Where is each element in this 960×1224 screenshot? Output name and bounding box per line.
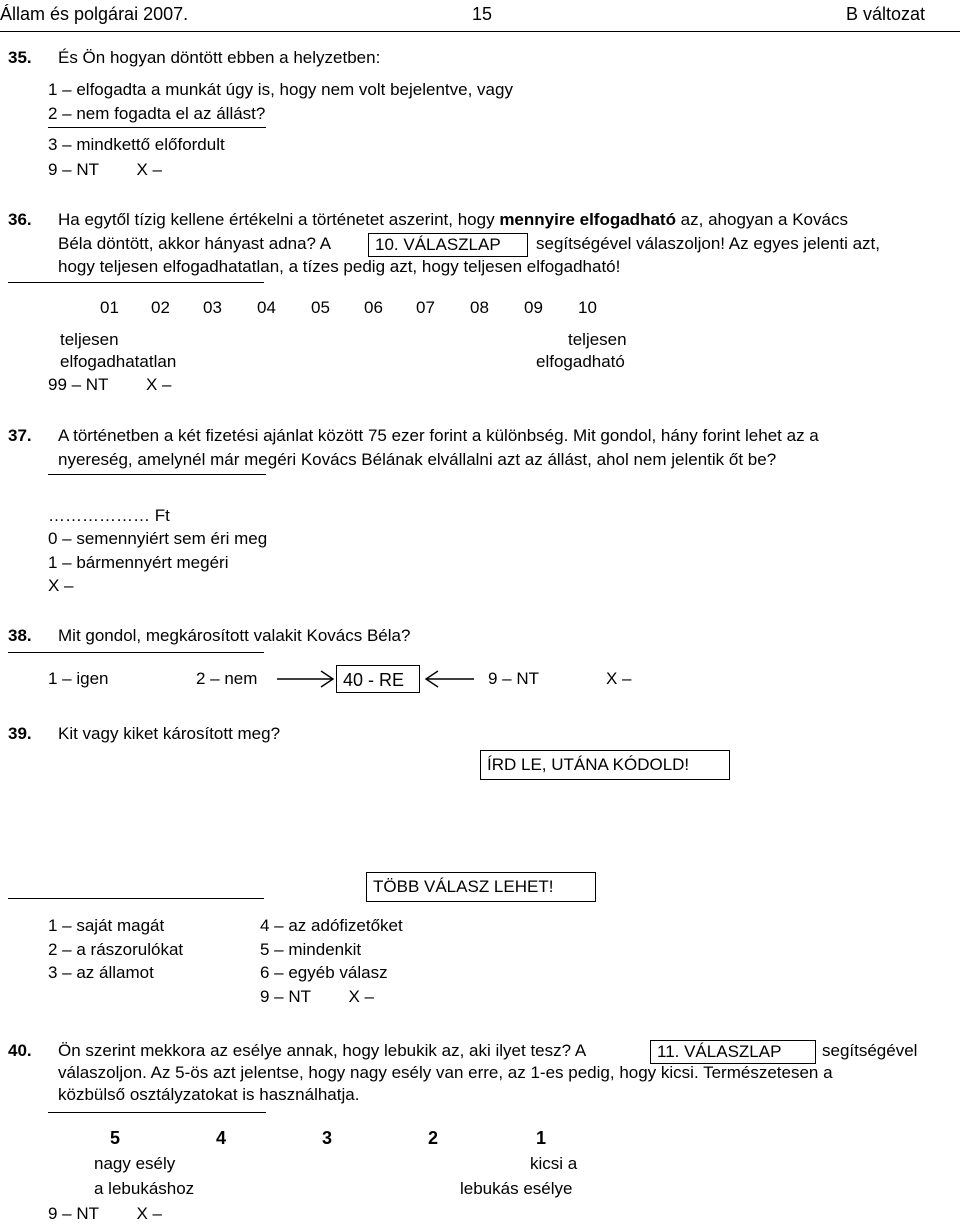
q36-left-label-1: teljesen: [60, 330, 119, 349]
q40-scale-2: 2: [428, 1128, 439, 1148]
q40-rule: [48, 1112, 266, 1113]
q40-right-label-1: kicsi a: [530, 1154, 578, 1173]
q36-scale-01: 01: [100, 298, 119, 317]
q38-option-x: X –: [606, 669, 632, 688]
q39-option-4: 4 – az adófizetőket: [260, 916, 403, 935]
header-left: Állam és polgárai 2007.: [0, 4, 189, 24]
q36-scale-05: 05: [311, 298, 330, 317]
header-rule: [0, 31, 960, 32]
q37-number: 37.: [8, 426, 32, 445]
q38-rule: [8, 652, 264, 653]
q37-option-0: 0 – semennyiért sem éri meg: [48, 529, 268, 548]
q35-option-2: 2 – nem fogadta el az állást?: [48, 104, 266, 123]
q36-right-label-1: teljesen: [568, 330, 627, 349]
q36-scale-08: 08: [470, 298, 489, 317]
q36-scale-09: 09: [524, 298, 543, 317]
q36-line-2-a: Béla döntött, akkor hányast adna? A: [58, 234, 332, 253]
q36-line-2-b: segítségével válaszoljon! Az egyes jelenti azt,: [536, 234, 880, 253]
q36-left-label-2: elfogadhatatlan: [60, 352, 177, 371]
arrow-left-icon: [424, 667, 476, 691]
q40-left-label-1: nagy esély: [94, 1154, 176, 1173]
q38-option-1: 1 – igen: [48, 669, 109, 688]
q40-scale-1: 1: [536, 1128, 547, 1148]
q35-option-1: 1 – elfogadta a munkát úgy is, hogy nem volt bejelentve, vagy: [48, 80, 513, 99]
q35-number: 35.: [8, 48, 32, 67]
q36-scale-10: 10: [578, 298, 597, 317]
q38-number: 38.: [8, 626, 32, 645]
q39-option-2: 2 – a rászorulókat: [48, 940, 184, 959]
q36-line-3: hogy teljesen elfogadhatatlan, a tízes pedig azt, hogy teljesen elfogadható!: [58, 257, 621, 276]
q38-skip-box: 40 - RE: [336, 665, 420, 693]
q40-line-3: közbülső osztályzatokat is használhatja.: [58, 1085, 360, 1104]
q36-scale-04: 04: [257, 298, 276, 317]
q36-line-1-bold: mennyire elfogadható: [499, 210, 676, 229]
q40-scale-5: 5: [110, 1128, 121, 1148]
q39-option-1: 1 – saját magát: [48, 916, 165, 935]
q40-scale-3: 3: [322, 1128, 333, 1148]
q36-scale-07: 07: [416, 298, 435, 317]
q40-number: 40.: [8, 1041, 32, 1060]
q37-option-x: X –: [48, 576, 74, 595]
q35-option-nt: 9 – NT X –: [48, 160, 163, 179]
q37-option-1: 1 – bármennyért megéri: [48, 553, 229, 572]
q38-option-nt: 9 – NT: [488, 669, 540, 688]
page-number: 15: [472, 4, 493, 24]
q36-right-label-2: elfogadható: [536, 352, 625, 371]
q39-option-6: 6 – egyéb válasz: [260, 963, 388, 982]
q39-text: Kit vagy kiket károsított meg?: [58, 724, 281, 743]
q35-rule: [48, 127, 266, 128]
q36-line-1-b: az, ahogyan a Kovács: [675, 210, 848, 229]
q40-option-nt: 9 – NT X –: [48, 1204, 163, 1223]
q35-option-3: 3 – mindkettő előfordult: [48, 135, 225, 154]
q36-scale-02: 02: [151, 298, 170, 317]
q37-line-2: nyereség, amelynél már megéri Kovács Bélának elvállalni azt az állást, ahol nem jelentik őt be?: [58, 450, 777, 469]
q36-option-nt: 99 – NT X –: [48, 375, 172, 394]
arrow-right-icon: [277, 667, 337, 691]
q39-option-5: 5 – mindenkit: [260, 940, 362, 959]
q37-ft-field: ……………… Ft: [48, 506, 170, 525]
q40-card-box: 11. VÁLASZLAP: [650, 1040, 816, 1064]
q36-card-box: 10. VÁLASZLAP: [368, 233, 528, 257]
q38-option-2: 2 – nem: [196, 669, 258, 688]
q39-option-nt: 9 – NT X –: [260, 987, 375, 1006]
q37-rule: [48, 474, 266, 475]
q39-multi-box: TÖBB VÁLASZ LEHET!: [366, 872, 596, 902]
q36-number: 36.: [8, 210, 32, 229]
q39-option-3: 3 – az államot: [48, 963, 154, 982]
q36-scale-06: 06: [364, 298, 383, 317]
q36-scale-03: 03: [203, 298, 222, 317]
q40-left-label-2: a lebukáshoz: [94, 1179, 195, 1198]
q40-right-label-2: lebukás esélye: [460, 1179, 573, 1198]
q40-scale-4: 4: [216, 1128, 227, 1148]
q35-text: És Ön hogyan döntött ebben a helyzetben:: [58, 48, 381, 67]
q39-number: 39.: [8, 724, 32, 743]
header-right: B változat: [846, 4, 926, 24]
q40-line-1-b: segítségével: [822, 1041, 918, 1060]
q40-line-1-a: Ön szerint mekkora az esélye annak, hogy lebukik az, aki ilyet tesz? A: [58, 1041, 587, 1060]
q36-line-1-a: Ha egytől tízig kellene értékelni a történetet aszerint, hogy: [58, 210, 500, 229]
q38-text: Mit gondol, megkárosított valakit Kovács Béla?: [58, 626, 411, 645]
q36-rule: [8, 282, 264, 283]
q39-write-box: ÍRD LE, UTÁNA KÓDOLD!: [480, 750, 730, 780]
q40-line-2: válaszoljon. Az 5-ös azt jelentse, hogy nagy esély van erre, az 1-es pedig, hogy kicsi. Természetesen a: [58, 1063, 833, 1082]
q37-line-1: A történetben a két fizetési ajánlat között 75 ezer forint a különbség. Mit gondol, hány forint lehet az a: [58, 426, 819, 445]
q39-rule: [8, 898, 264, 899]
q36-line-1: [58, 210, 848, 230]
